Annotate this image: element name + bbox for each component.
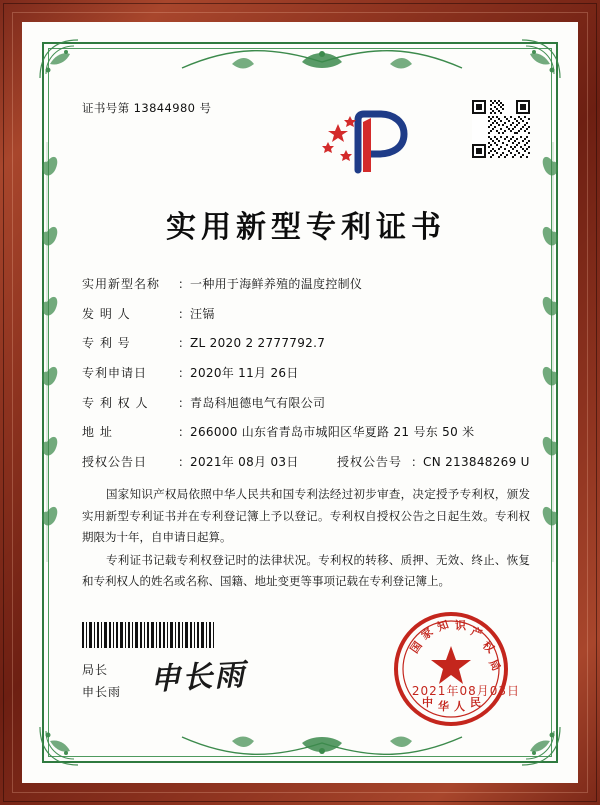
field-value: 一种用于海鲜养殖的温度控制仪: [190, 277, 363, 291]
field-value: 2020年 11月 26日: [190, 366, 299, 381]
svg-text:民: 民: [470, 696, 481, 709]
field-row: [82, 424, 530, 440]
svg-text:国: 国: [407, 639, 425, 656]
field-colon: ：: [178, 336, 191, 351]
field-value: 青岛科旭德电气有限公司: [190, 395, 326, 410]
field-value: 266000 山东省青岛市城阳区华夏路 21 号东 50 米: [190, 425, 475, 440]
field-row: [82, 395, 530, 411]
field-list: [82, 276, 530, 470]
announcement-date-field: [82, 454, 337, 470]
svg-text:局: 局: [486, 657, 503, 674]
field-label: 授权公告日: [82, 455, 148, 470]
side-ornament-icon: [542, 142, 564, 562]
field-label: 专 利 权 人: [82, 395, 149, 410]
cnipa-logo-icon: [318, 106, 414, 178]
director-name-label: 申长雨: [82, 684, 122, 699]
field-label: 专 利 号: [82, 336, 131, 351]
field-row-split: [82, 454, 530, 470]
field-label: 地 址: [82, 425, 113, 440]
svg-text:华: 华: [438, 700, 449, 713]
svg-text:权: 权: [479, 638, 497, 656]
field-row: [82, 365, 530, 381]
corner-ornament-icon: [518, 36, 564, 82]
svg-text:产: 产: [468, 624, 484, 641]
qr-code-icon: [472, 100, 530, 158]
certificate-paper: [22, 22, 578, 783]
field-colon: ：: [411, 455, 424, 470]
field-colon: ：: [178, 425, 191, 440]
field-label: 授权公告号: [337, 455, 403, 470]
field-row: [82, 276, 530, 292]
corner-ornament-icon: [36, 36, 82, 82]
field-label: 发 明 人: [82, 306, 131, 321]
certificate-content: [82, 100, 530, 595]
side-ornament-icon: [36, 142, 58, 562]
svg-text:中: 中: [422, 696, 433, 709]
svg-text:识: 识: [455, 619, 466, 632]
bottom-ornament-icon: [172, 727, 472, 761]
svg-text:人: 人: [454, 700, 465, 713]
field-value: ZL 2020 2 2777792.7: [190, 336, 326, 351]
official-seal-icon: [392, 610, 510, 728]
field-row: [82, 306, 530, 322]
field-value: 2021年 08月 03日: [190, 455, 299, 470]
page-title: 实用新型专利证书: [166, 210, 446, 245]
legal-paragraph: 专利证书记载专利权登记时的法律状况。专利权的转移、质押、无效、终止、恢复和专利权人的姓名或名称、国籍、地址变更等事项记载在专利登记簿上。: [82, 553, 530, 589]
field-colon: ：: [178, 395, 191, 410]
announcement-number-field: [337, 454, 530, 470]
top-ornament-icon: [172, 44, 472, 78]
field-value: 汪镉: [190, 306, 215, 321]
svg-text:家: 家: [418, 625, 436, 643]
field-colon: ：: [178, 366, 191, 381]
field-colon: ：: [178, 277, 191, 291]
field-row: [82, 335, 530, 351]
corner-ornament-icon: [36, 723, 82, 769]
field-label: 实用新型名称: [82, 277, 161, 291]
field-value: CN 213848269 U: [423, 455, 530, 470]
certificate-number: 证书号第 13844980 号: [82, 101, 212, 115]
handwritten-signature: 申长雨: [149, 657, 248, 698]
field-colon: ：: [178, 306, 191, 321]
legal-text: [82, 484, 530, 592]
field-colon: ：: [178, 455, 191, 470]
corner-ornament-icon: [518, 723, 564, 769]
field-label: 专利申请日: [82, 366, 148, 381]
signature-block: [82, 660, 121, 703]
barcode: [82, 622, 214, 648]
legal-paragraph: 国家知识产权局依照中华人民共和国专利法经过初步审查，决定授予专利权，颁发实用新型专利证书并在专利登记簿上予以登记。专利权自授权公告之日起生效。专利权期限为十年，自申请日起算。: [82, 487, 530, 544]
director-role-label: 局长: [82, 663, 109, 677]
seal-date: 2021年08月03日: [411, 684, 520, 698]
svg-text:知: 知: [435, 617, 451, 634]
